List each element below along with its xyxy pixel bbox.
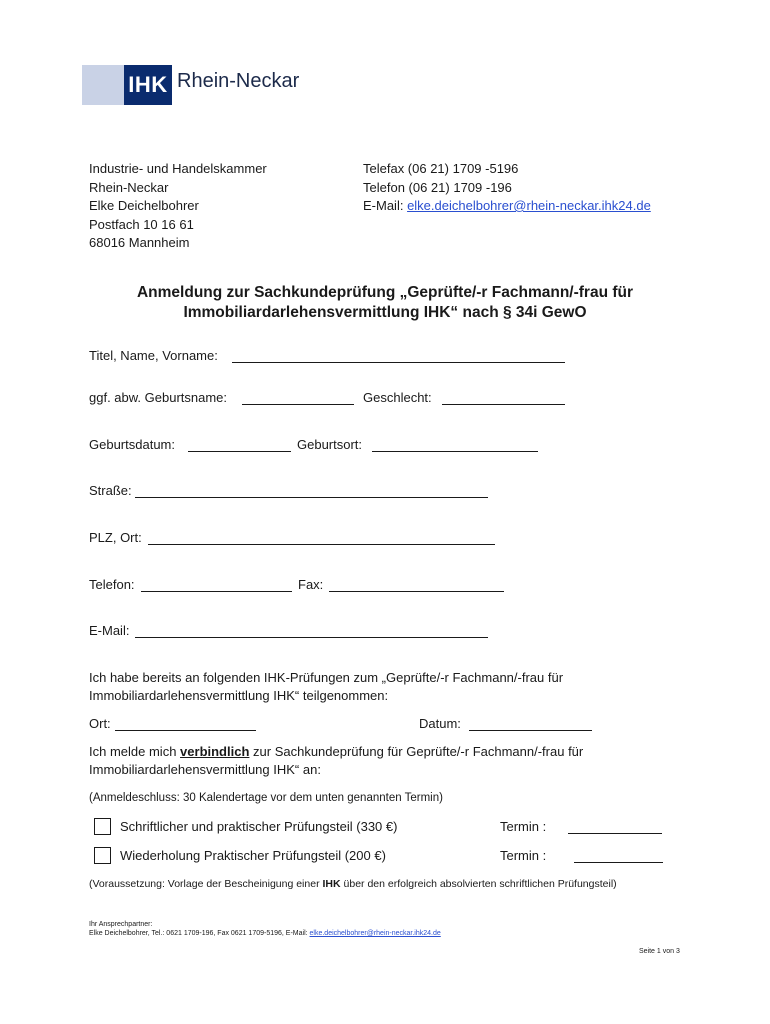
fax-input-line[interactable] [329,591,504,592]
contact-block [363,160,651,216]
option-repeat-practical-termin-label: Termin : [500,848,547,863]
requirement-post: über den erfolgreich absolvierten schriftlichen Prüfungsteil) [340,878,617,890]
email-label: E-Mail: [89,623,130,638]
birth-place-input-line[interactable] [372,451,538,452]
birth-date-label: Geburtsdatum: [89,437,175,452]
footer-heading: Ihr Ansprechpartner: [89,921,153,928]
phone-label: Telefon: [89,577,135,592]
contact-phone: Telefon (06 21) 1709 -196 [363,179,512,195]
street-input-line[interactable] [135,497,488,498]
zip-city-input-line[interactable] [148,544,495,545]
page-number: Seite 1 von 3 [639,948,680,955]
email-input-line[interactable] [135,637,488,638]
title-line-2: Immobiliardarlehensvermittlung IHK“ nach § 34i GewO [183,304,587,321]
registration-pre: Ich melde mich [89,744,181,759]
address-line: Rhein-Neckar [89,179,169,195]
previous-date-label: Datum: [419,716,461,731]
option-repeat-practical-termin-line[interactable] [574,862,663,863]
gender-label: Geschlecht: [363,390,432,405]
footer-contact-text: Elke Deichelbohrer, Tel.: 0621 1709-196, Fax 0621 1709-5196, E-Mail: [89,930,310,937]
address-line: Postfach 10 16 61 [89,216,194,232]
option-written-practical-checkbox[interactable] [94,818,111,835]
registration-deadline: (Anmeldeschluss: 30 Kalendertage vor dem unten genannten Termin) [89,792,443,804]
address-line: Industrie- und Handelskammer [89,161,267,176]
address-line: 68016 Mannheim [89,235,190,250]
registration-line-2: Immobiliardarlehensvermittlung IHK“ an: [89,762,321,777]
phone-input-line[interactable] [141,591,292,592]
zip-city-label: PLZ, Ort: [89,530,142,545]
previous-line-1: Ich habe bereits an folgenden IHK-Prüfungen zum „Geprüfte/-r Fachmann/-frau für [89,670,564,685]
street-label: Straße: [89,483,132,498]
name-label: Titel, Name, Vorname: [89,348,218,363]
gender-input-line[interactable] [442,404,565,405]
ihk-logo-mark: IHK [124,65,172,105]
requirement-bold: IHK [322,878,341,890]
contact-email-label: E-Mail: [363,198,408,213]
birth-name-label: ggf. abw. Geburtsname: [89,390,228,405]
option-repeat-practical-checkbox[interactable] [94,847,111,864]
previous-place-input-line[interactable] [115,730,256,731]
contact-email-row [363,197,651,216]
registration-text [89,743,583,779]
option-written-practical-termin-line[interactable] [568,833,662,834]
birth-date-input-line[interactable] [188,451,291,452]
footer-contact [89,929,441,939]
page-title [80,283,690,323]
contact-email-link[interactable]: elke.deichelbohrer@rhein-neckar.ihk24.de [407,198,651,213]
requirement-note [89,877,617,891]
registration-emphasis: verbindlich [180,744,250,759]
address-block [89,160,267,253]
footer-email-link[interactable]: elke.deichelbohrer@rhein-neckar.ihk24.de [309,930,441,937]
ihk-logo-name: Rhein-Neckar [177,70,300,92]
birth-place-label: Geburtsort: [297,437,363,452]
address-line: Elke Deichelbohrer [89,198,199,213]
previous-line-2: Immobiliardarlehensvermittlung IHK“ teilgenommen: [89,688,389,703]
option-written-practical-label: Schriftlicher und praktischer Prüfungsteil (330 €) [120,819,398,834]
contact-fax: Telefax (06 21) 1709 -5196 [363,161,519,176]
option-repeat-practical-label: Wiederholung Praktischer Prüfungsteil (200 €) [120,848,386,863]
option-written-practical-termin-label: Termin : [500,819,547,834]
registration-post: zur Sachkundeprüfung für Geprüfte/-r Fachmann/-frau für [249,744,584,759]
requirement-pre: (Voraussetzung: Vorlage der Bescheinigung einer [89,878,323,890]
name-input-line[interactable] [232,362,565,363]
birth-name-input-line[interactable] [242,404,354,405]
previous-place-label: Ort: [89,716,111,731]
title-line-1: Anmeldung zur Sachkundeprüfung „Geprüfte/-r Fachmann/-frau für [136,284,633,301]
previous-exams-text [89,669,563,705]
registration-line-1 [89,743,583,761]
previous-date-input-line[interactable] [469,730,592,731]
fax-label: Fax: [298,577,324,592]
